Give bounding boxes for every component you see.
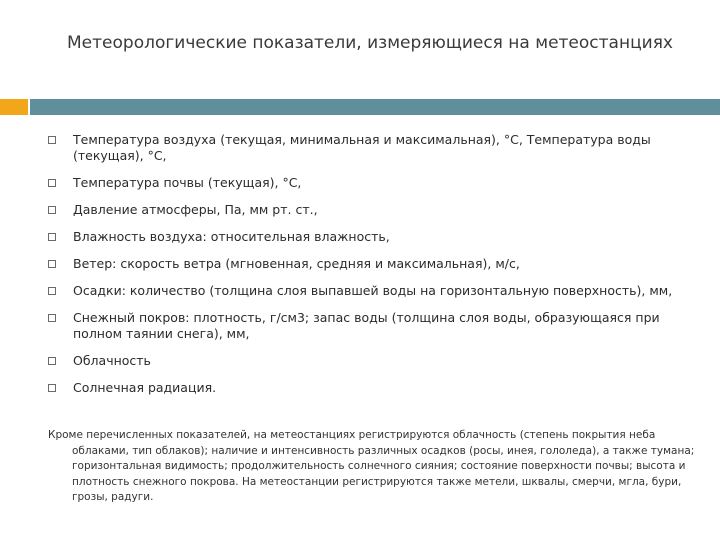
footer-note: Кроме перечисленных показателей, на метеостанциях регистрируются облачность (степень покрытия неба облаками, тип облаков); наличие и интенсивность различных осадков (росы, инея, гололеда), а также тумана; горизонтальная видимость; продолжительность солнечного сияния; состояние поверхности почвы; высота и плотность снежного покрова. На метеостанции регистрируются также метели, шквалы, смерчи, мгла, бури, грозы, радуги.	[48, 429, 695, 503]
square-bullet-icon	[48, 260, 56, 268]
square-bullet-icon	[48, 287, 56, 295]
bullet-item	[48, 175, 693, 191]
square-bullet-icon	[48, 233, 56, 241]
bullet-text: Температура воздуха (текущая, минимальная и максимальная), °С, Температура воды (текущая), °С,	[73, 132, 651, 163]
square-bullet-icon	[48, 206, 56, 214]
bullet-text: Давление атмосферы, Па, мм рт. ст.,	[73, 202, 318, 217]
bullet-text: Солнечная радиация.	[73, 380, 217, 395]
bullet-text: Осадки: количество (толщина слоя выпавшей воды на горизонтальную поверхность), мм,	[73, 283, 673, 298]
square-bullet-icon	[48, 357, 56, 365]
square-bullet-icon	[48, 384, 56, 392]
bullet-item	[48, 380, 693, 396]
bullet-list	[48, 132, 693, 407]
title-divider-bar	[30, 99, 720, 115]
bullet-item	[48, 132, 693, 164]
bullet-item	[48, 229, 693, 245]
square-bullet-icon	[48, 179, 56, 187]
bullet-item	[48, 353, 693, 369]
square-bullet-icon	[48, 136, 56, 144]
square-bullet-icon	[48, 314, 56, 322]
bullet-text: Ветер: скорость ветра (мгновенная, средняя и максимальная), м/с,	[73, 256, 520, 271]
bullet-text: Влажность воздуха: относительная влажность,	[73, 229, 390, 244]
bullet-item	[48, 202, 693, 218]
bullet-item	[48, 310, 693, 342]
slide-title: Метеорологические показатели, измеряющиеся на метеостанциях	[67, 33, 673, 53]
bullet-text: Снежный покров: плотность, г/см3; запас воды (толщина слоя воды, образующаяся при полном таянии снега), мм,	[73, 310, 660, 341]
bullet-item	[48, 256, 693, 272]
bullet-item	[48, 283, 693, 299]
bullet-text: Облачность	[73, 353, 151, 368]
bullet-text: Температура почвы (текущая), °С,	[73, 175, 302, 190]
accent-bar	[0, 99, 28, 115]
